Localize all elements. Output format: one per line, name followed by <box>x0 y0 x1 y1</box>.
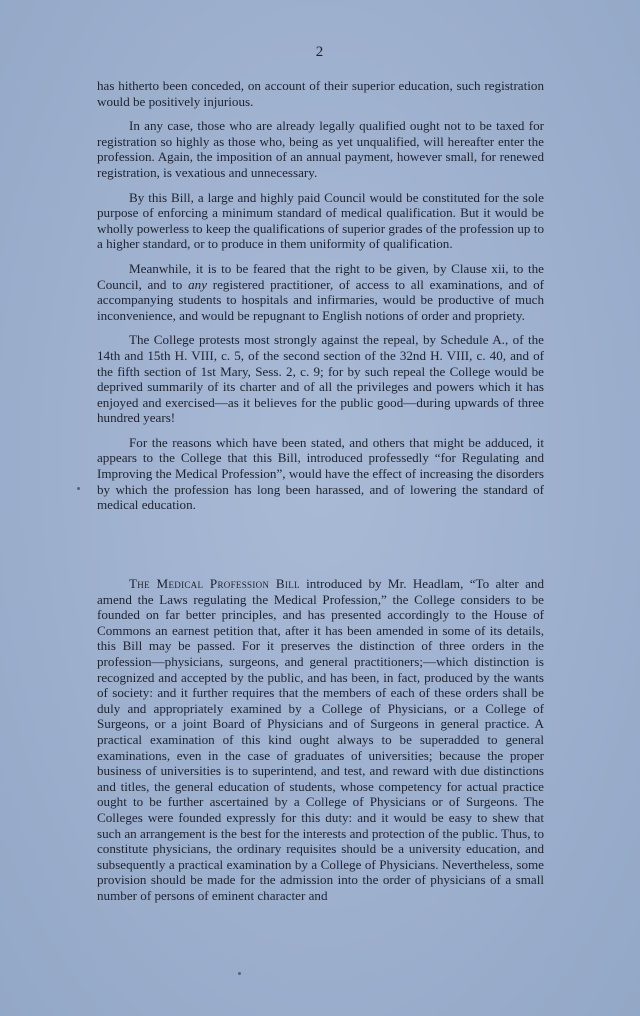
paragraph-2: In any case, those who are already legally qualified ought not to be taxed for registration so highly as those who, being as yet unqualified, will hereafter enter the profession. Again, the imposition of an annual payment, however small, for renewed registration, is vexatious and unnecessary. <box>97 118 544 180</box>
paragraph-7-text: introduced by Mr. Headlam, “To alter and amend the Laws regulating the Medical Profession,” the College considers to be founded on far better principles, and has presented accordingly to the House of Commons an earnest petition that, after it has been amended in some of its details, this Bill may be passed. For it preserves the distinction of three orders in the profession—physicians, surgeons, and general practitioners;—which distinction is recognized and accepted by the public, and has been, in fact, produced by the wants of society: and it further requires that the members of each of these orders shall be duly and appropriately examined by a College of Physicians, or a College of Surgeons, or a joint Board of Physicians and of Surgeons in general practice. A practical examination of this kind ought always to be superadded to general examinations, even in the case of graduates of universities; because the proper business of universities is to superintend, and test, and reward with due distinctions and titles, the general education of students, whose competency for actual practice ought to be further ascertained by a College of Physicians or of Surgeons. The Colleges were founded expressly for this duty: and it would be easy to shew that such an arrangement is the best for the interests and protection of the public. Thus, to constitute physicians, the ordinary requisites should be a university education, and subsequently a practical examination by a College of Physicians. Nevertheless, some provision should be made for the admission into the order of physicians of a small number of persons of eminent character and <box>97 576 544 903</box>
paragraph-6: For the reasons which have been stated, and others that might be adduced, it appears to the College that this Bill, introduced professedly “for Regulating and Improving the Medical Profession”, would have the effect of increasing the disorders by which the profession has long been harassed, and of lowering the standard of medical education. <box>97 434 544 513</box>
paragraph-4-text-before: Meanwhile, it is to be feared that the right to be given, by Clause xii, to the Council, and to <box>97 260 544 292</box>
paragraph-5: The College protests most strongly against the repeal, by Schedule A., of the 14th and 15th H. VIII, c. 5, of the second section of the 32nd H. VIII, c. 40, and of the fifth section of 1st Mary, Sess. 2, c. 9; for by such repeal the College would be deprived summarily of its charter and of all the privileges and powers which it has enjoyed and exercised—as it believes for the public good—during upwards of three hundred years! <box>97 332 544 426</box>
paragraph-3: By this Bill, a large and highly paid Council would be constituted for the sole purpose of enforcing a minimum standard of medical qualification. But it would be wholly powerless to keep the qualifications of superior grades of the profession up to a higher standard, or to produce in them uniformity of qualification. <box>97 189 544 252</box>
bill-title: The Medical Profession Bill <box>129 576 300 591</box>
paragraph-4-emphasis: any <box>188 276 207 292</box>
paper-speck <box>77 487 80 490</box>
second-section <box>97 576 544 912</box>
first-section <box>97 78 544 522</box>
paragraph-7 <box>97 576 544 903</box>
paper-speck <box>238 972 241 975</box>
paragraph-4 <box>97 261 544 323</box>
paragraph-4-text-after: registered practitioner, of access to all examinations, and of accompanying students to hospitals and infirmaries, would be productive of much inconvenience, and would be repugnant to English notions of order and propriety. <box>97 276 544 323</box>
page-number: 2 <box>315 44 325 60</box>
paragraph-1: has hitherto been conceded, on account of their superior education, such registration would be positively injurious. <box>97 78 544 109</box>
